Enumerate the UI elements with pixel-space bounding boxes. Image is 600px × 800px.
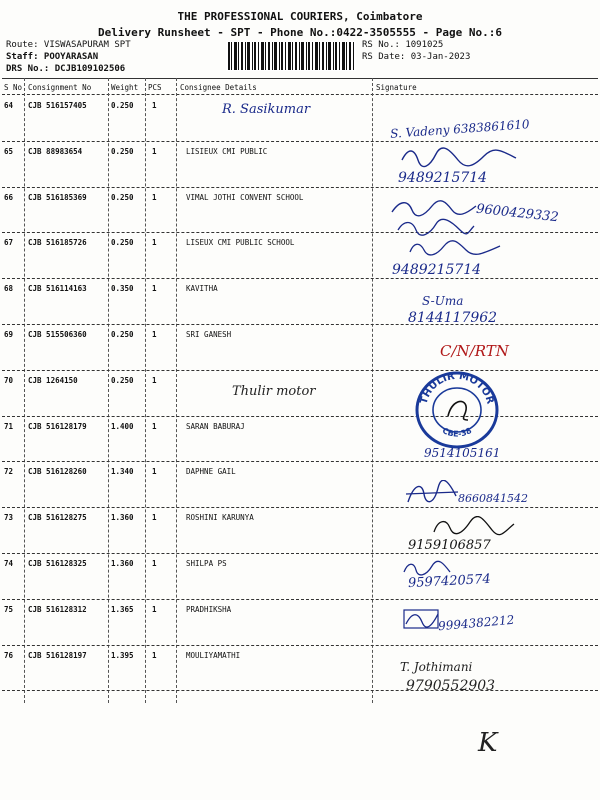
row-divider (2, 370, 598, 371)
cell-consignment: CJB 516185369 (28, 192, 87, 202)
cell-weight: 0.250 (111, 101, 134, 110)
cell-sno: 68 (4, 284, 14, 294)
row-divider (2, 553, 598, 554)
cell-consignee: MOULIYAMATHI (186, 650, 241, 660)
cell-consignee: ROSHINI KARUNYA (186, 513, 254, 523)
row-divider (2, 690, 598, 691)
scribble-signature (404, 480, 460, 506)
cell-weight: 0.250 (111, 375, 134, 385)
cell-consignment: CJB 515506360 (28, 330, 87, 339)
company-title: THE PROFESSIONAL COURIERS, Coimbatore (177, 10, 423, 23)
cell-consignee: LISEUX CMI PUBLIC SCHOOL (186, 238, 295, 248)
cell-pcs: 1 (152, 101, 157, 110)
staff-label: Staff: POOYARASAN (6, 52, 99, 62)
route-label: Route: VISWASAPURAM SPT (6, 40, 131, 50)
cell-sno: 71 (4, 421, 14, 431)
row-divider (2, 278, 598, 279)
cell-sno: 70 (4, 375, 14, 385)
cell-consignment: CJB 516128312 (28, 604, 87, 614)
stamp-top-text: THULIR MOTOR (418, 370, 496, 406)
company-stamp (414, 370, 500, 450)
scribble-signature (402, 606, 442, 632)
scribble-signature (408, 238, 504, 258)
handwritten-phone: 8144117962 (408, 310, 498, 326)
rs-number: RS No.: 1091025 (362, 40, 444, 50)
corner-mark: K (478, 728, 498, 758)
cell-consignee: DAPHNE GAIL (186, 467, 236, 477)
cell-consignment: CJB 516114163 (28, 284, 87, 294)
handwritten-phone: 9790552903 (406, 678, 496, 694)
handwritten-signature: S. Vadeny 6383861610 (389, 117, 530, 141)
column-divider (24, 78, 25, 703)
handwritten-phone: 9159106857 (408, 538, 491, 553)
cell-weight: 1.365 (111, 604, 134, 614)
cell-pcs: 1 (152, 467, 157, 477)
cell-sno: 76 (4, 650, 14, 660)
row-divider (2, 599, 598, 600)
scribble-signature (400, 146, 520, 168)
handwritten-name: T. Jothimani (400, 660, 473, 674)
cell-pcs: 1 (152, 192, 157, 202)
cell-pcs: 1 (152, 238, 157, 248)
handwritten-name: Thulir motor (232, 384, 316, 399)
cell-sno: 72 (4, 467, 14, 477)
cell-pcs: 1 (152, 284, 157, 294)
handwritten-phone: 8660841542 (458, 492, 528, 505)
svg-text:CBE-38 (441, 426, 474, 439)
cell-consignment: CJB 88983654 (28, 146, 83, 156)
column-divider (145, 78, 146, 703)
table-top-rule (2, 78, 598, 79)
cell-consignee: SARAN BABURAJ (186, 421, 245, 431)
cell-sno: 69 (4, 330, 14, 339)
column-divider (108, 78, 109, 703)
runsheet-title: Delivery Runsheet - SPT - Phone No.:0422-3505555 - Page No.:6 (98, 26, 502, 39)
table-header-rule (2, 94, 598, 95)
row-divider (2, 645, 598, 646)
cell-weight: 0.350 (111, 284, 134, 294)
handwritten-phone: 9600429332 (475, 201, 560, 226)
stamp-bottom-text: CBE-38 (440, 426, 474, 439)
cell-sno: 66 (4, 192, 14, 202)
scribble-signature (432, 516, 516, 536)
cell-pcs: 1 (152, 421, 157, 431)
header-pcs: PCS (148, 83, 162, 92)
cell-weight: 0.250 (111, 238, 134, 248)
scribble-signature (390, 196, 480, 218)
cell-weight: 1.360 (111, 513, 134, 523)
cell-weight: 0.250 (111, 330, 134, 339)
cell-sno: 64 (4, 101, 14, 110)
cell-consignee: PRADHIKSHA (186, 604, 232, 614)
header-weight: Weight (111, 83, 139, 92)
cell-weight: 1.400 (111, 421, 134, 431)
cell-consignee: SRI GANESH (186, 330, 232, 339)
cell-weight: 0.250 (111, 192, 134, 202)
cell-pcs: 1 (152, 375, 157, 385)
scribble-signature (396, 218, 476, 236)
handwritten-name: S-Uma (422, 294, 464, 308)
cell-sno: 73 (4, 513, 14, 523)
cell-sno: 65 (4, 146, 14, 156)
cell-pcs: 1 (152, 330, 157, 339)
column-divider (372, 78, 373, 703)
row-divider (2, 232, 598, 233)
barcode-image (226, 41, 356, 71)
cell-consignment: CJB 516128260 (28, 467, 87, 477)
cell-pcs: 1 (152, 513, 157, 523)
header-consignee: Consignee Details (180, 83, 257, 92)
row-divider (2, 416, 598, 417)
cell-weight: 1.395 (111, 650, 134, 660)
row-divider (2, 461, 598, 462)
cell-weight: 1.340 (111, 467, 134, 477)
cell-pcs: 1 (152, 559, 157, 568)
row-divider (2, 507, 598, 508)
header-consignment: Consignment No (28, 83, 92, 92)
cell-weight: 0.250 (111, 146, 134, 156)
rs-date: RS Date: 03-Jan-2023 (362, 52, 471, 62)
header-sno: S No (4, 83, 23, 92)
header-signature: Signature (376, 83, 417, 92)
cell-sno: 74 (4, 559, 14, 568)
return-mark: C/N/RTN (440, 342, 509, 360)
cell-consignee: KAVITHA (186, 284, 218, 294)
handwritten-phone: 9489215714 (392, 262, 482, 278)
handwritten-phone: 9514105161 (424, 446, 501, 460)
row-divider (2, 324, 598, 325)
handwritten-phone: 9489215714 (398, 170, 488, 186)
handwritten-phone: 9597420574 (407, 571, 492, 592)
cell-consignee: SHILPA PS (186, 559, 227, 568)
handwritten-phone: 9994382212 (437, 612, 515, 634)
cell-pcs: 1 (152, 650, 157, 660)
cell-consignment: CJB 516128275 (28, 513, 87, 523)
handwritten-name: R. Sasikumar (222, 102, 311, 117)
cell-consignment: CJB 516128325 (28, 559, 87, 568)
cell-consignment: CJB 516128179 (28, 421, 87, 431)
row-divider (2, 187, 598, 188)
cell-weight: 1.360 (111, 559, 134, 568)
cell-consignment: CJB 1264150 (28, 375, 78, 385)
cell-sno: 67 (4, 238, 14, 248)
row-divider (2, 141, 598, 142)
cell-pcs: 1 (152, 146, 157, 156)
column-divider (176, 78, 177, 703)
cell-consignment: CJB 516128197 (28, 650, 87, 660)
cell-consignment: CJB 516185726 (28, 238, 87, 248)
cell-pcs: 1 (152, 604, 157, 614)
drs-label: DRS No.: DCJB109102506 (6, 64, 126, 74)
cell-consignment: CJB 516157405 (28, 101, 87, 110)
cell-sno: 75 (4, 604, 14, 614)
cell-consignee: LISIEUX CMI PUBLIC (186, 146, 268, 156)
cell-consignee: VIMAL JOTHI CONVENT SCHOOL (186, 192, 304, 202)
